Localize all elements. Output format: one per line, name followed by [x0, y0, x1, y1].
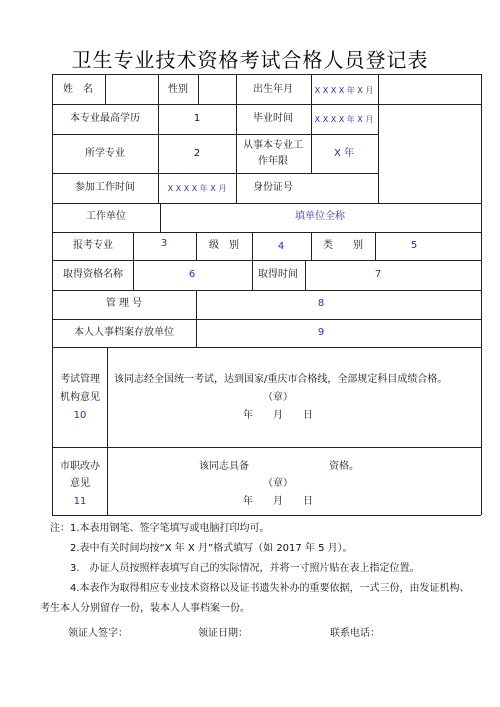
level-value: 4 [277, 241, 285, 252]
education-value: 1 [193, 113, 201, 124]
table-line [252, 232, 253, 290]
archive-unit-value: 9 [317, 327, 325, 338]
table-line [133, 232, 134, 290]
exam-opinion-date: 年 月 日 [243, 410, 313, 421]
note-line: 注：1.本表用钢笔、签字笔填写或电脑打印均可。 [50, 523, 270, 534]
city-dept-number: 11 [73, 496, 87, 507]
table-line [375, 232, 376, 260]
exam-opinion-stamp: （章） [263, 392, 293, 403]
major-label: 所学专业 [85, 148, 125, 159]
photo-box-line [378, 74, 379, 203]
birth-label: 出生年月 [253, 84, 293, 95]
city-dept-label-1: 市职改办 [60, 461, 100, 472]
management-no-value: 8 [317, 298, 325, 309]
table-line [196, 290, 197, 347]
birth-value: X X X X 年 X 月 [314, 86, 374, 95]
employer-label: 工作单位 [86, 211, 126, 222]
table-line [52, 173, 378, 174]
exam-mgmt-label-2: 机构意见 [60, 392, 100, 403]
table-line [52, 290, 481, 291]
contact-phone-label: 联系电话： [330, 628, 380, 639]
note-line: 考生本人分别留存一份，装本人人事档案一份。 [40, 603, 250, 614]
obtain-time-label: 取得时间 [258, 269, 298, 280]
table-line [52, 74, 53, 515]
table-line [52, 232, 481, 233]
city-opinion-prefix: 该同志具备 [199, 461, 249, 472]
table-line [52, 515, 481, 516]
qualification-label: 取得资格名称 [63, 269, 123, 280]
major-value: 2 [193, 148, 201, 159]
exam-opinion-text: 该同志经全国统一考试，达到国家/重庆市合格线，全部规定科目成绩合格。 [114, 374, 448, 385]
table-line [52, 447, 481, 448]
work-years-label-2: 作年限 [258, 156, 288, 167]
table-line [52, 203, 481, 204]
gender-label: 性别 [168, 84, 188, 95]
name-label: 姓 名 [63, 84, 93, 95]
category-value: 5 [410, 240, 418, 251]
notes-section [40, 519, 480, 619]
graduation-value: X X X X 年 X 月 [314, 115, 374, 124]
note-line: 2.表中有关时间均按“X 年 X 月”格式填写（如 2017 年 5 月）。 [70, 543, 353, 554]
note-line: 3. 办证人员按照样表填写自己的实际情况，并将一寸照片贴在表上指定位置。 [70, 563, 420, 574]
table-line [311, 74, 312, 173]
id-card-label: 身份证号 [253, 182, 293, 193]
exam-major-value: 3 [160, 238, 168, 249]
category-label: 类 别 [323, 240, 363, 251]
city-opinion-stamp: （章） [263, 478, 293, 489]
archive-unit-label: 本人人事档案存放单位 [74, 327, 174, 338]
table-line [481, 74, 482, 515]
table-line [160, 203, 161, 232]
education-label: 本专业最高学历 [70, 113, 140, 124]
table-line [52, 134, 378, 135]
level-label: 级 别 [209, 240, 239, 251]
work-start-label: 参加工作时间 [75, 182, 135, 193]
city-opinion-suffix: 资格。 [329, 461, 359, 472]
receive-date-label: 领证日期： [198, 628, 248, 639]
table-line [311, 232, 312, 260]
table-line [52, 347, 481, 348]
employer-value: 填单位全称 [295, 211, 345, 222]
receiver-signature-label: 领证人签字： [68, 628, 128, 639]
table-line [158, 74, 159, 104]
exam-major-label: 报考专业 [73, 240, 113, 251]
table-line [52, 319, 481, 320]
note-line: 4.本表作为取得相应专业技术资格以及证书遗失补办的重要依据，一式三份，由发证机构、 [70, 583, 470, 594]
work-start-value: X X X X 年 X 月 [167, 184, 227, 193]
obtain-time-value: 7 [374, 269, 382, 280]
form-title: 卫生专业技术资格考试合格人员登记表 [71, 48, 429, 72]
work-years-value: X 年 [333, 148, 355, 159]
table-line [52, 104, 481, 105]
table-line [105, 74, 106, 104]
city-opinion-date: 年 月 日 [243, 496, 313, 507]
exam-mgmt-number: 10 [73, 410, 87, 421]
exam-mgmt-label-1: 考试管理 [60, 374, 100, 385]
management-no-label: 管 理 号 [105, 298, 143, 309]
city-dept-label-2: 意见 [70, 478, 90, 489]
table-line [198, 74, 199, 104]
table-line [305, 260, 306, 290]
qualification-value: 6 [188, 269, 196, 280]
table-line [236, 74, 237, 203]
table-line [52, 260, 481, 261]
table-line [107, 347, 108, 515]
graduation-label: 毕业时间 [253, 113, 293, 124]
table-line [158, 104, 159, 203]
table-line [52, 74, 481, 75]
table-line [196, 232, 197, 260]
work-years-label-1: 从事本专业工 [243, 140, 303, 151]
